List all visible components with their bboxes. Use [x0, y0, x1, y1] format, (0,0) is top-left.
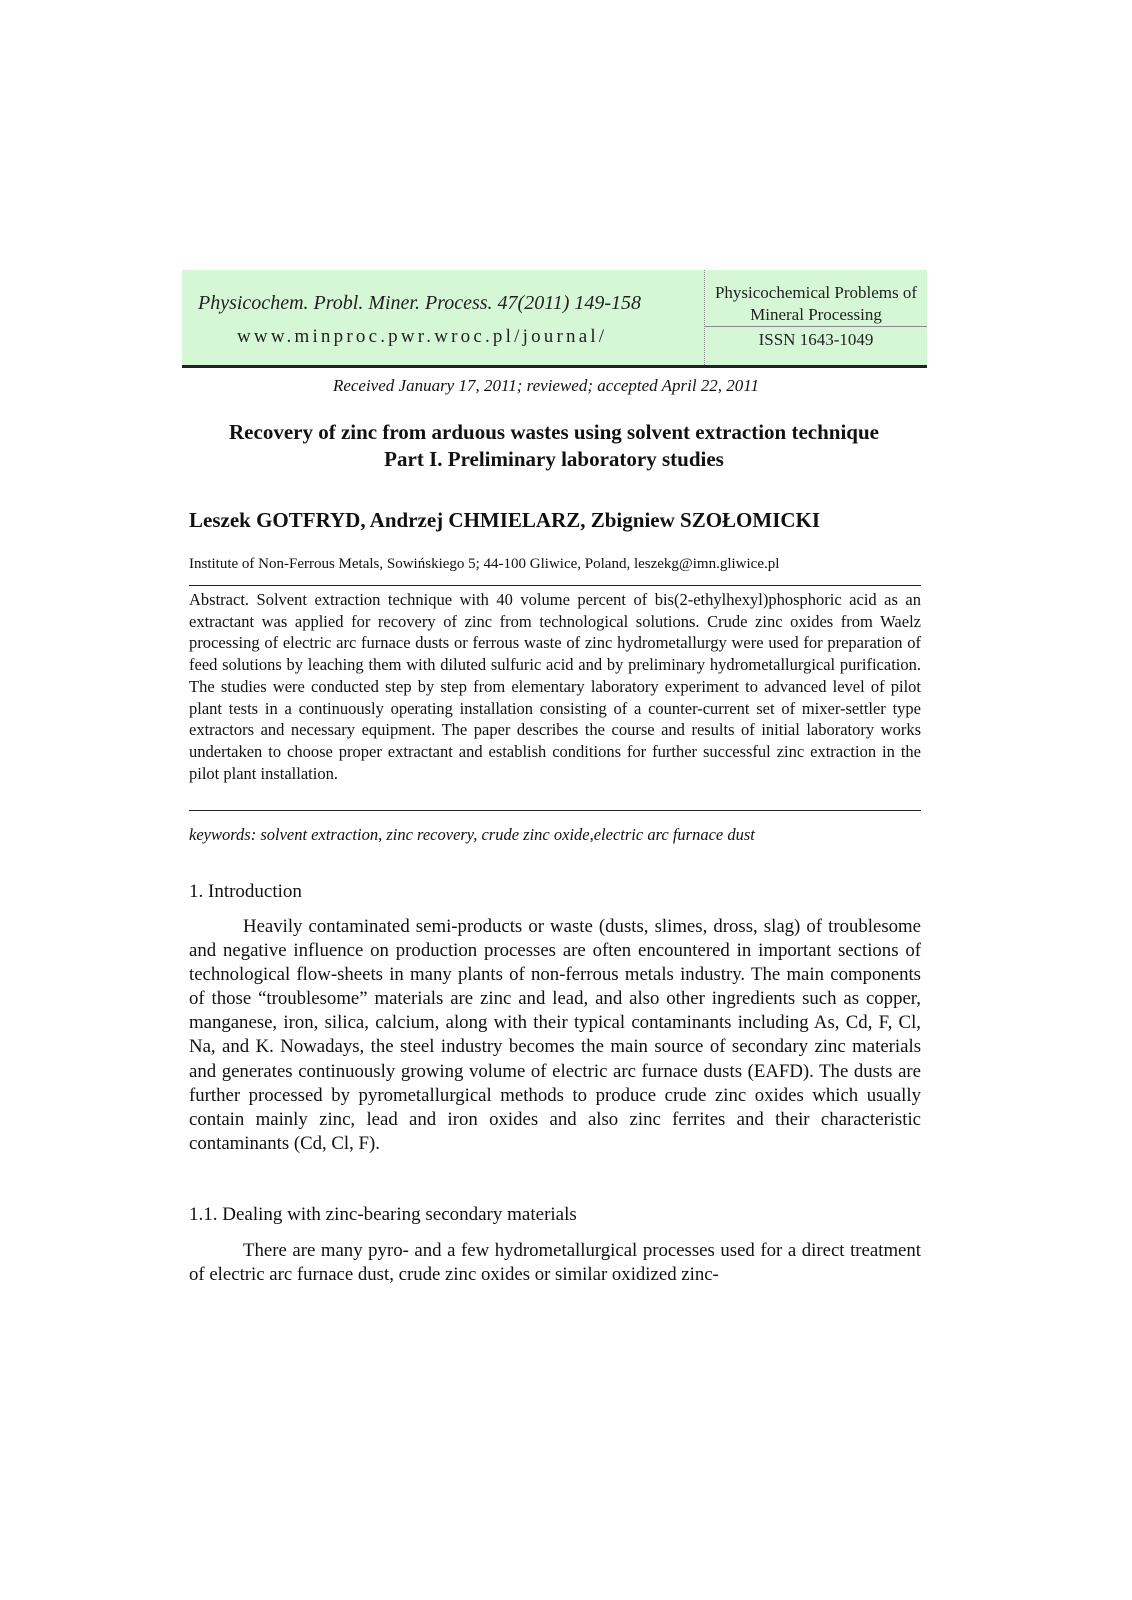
- journal-citation: Physicochem. Probl. Miner. Process. 47(2011) 149-158: [198, 292, 642, 314]
- journal-header: [182, 270, 927, 368]
- journal-issn: ISSN 1643-1049: [758, 330, 874, 349]
- journal-name: Physicochemical Problems of Mineral Processing: [714, 283, 918, 324]
- subsection-paragraph: There are many pyro- and a few hydrometallurgical processes used for a direct treatment of electric arc furnace dust, crude zinc oxides or similar oxidized zinc-: [189, 1240, 921, 1286]
- journal-url[interactable]: www.minproc.pwr.wroc.pl/journal/: [237, 326, 608, 347]
- abstract: Abstract. Solvent extraction technique with 40 volume percent of bis(2-ethylhexyl)phosphoric acid as an extractant was applied for recovery of zinc from technological solutions. Crude zinc oxides from Waelz processing of electric arc furnace dusts or ferrous waste of zinc hydrometallurgy were used for preparation of feed solutions by leaching them with diluted sulfuric acid and by preliminary hydrometallurgical purification. The studies were conducted step by step from elementary laboratory experiment to advanced level of pilot plant tests in a continuously operating installation consisting of a counter-current set of mixer-settler type extractors and necessary equipment. The paper describes the course and results of initial laboratory works undertaken to choose proper extractant and establish conditions for further successful zinc extraction in the pilot plant installation.: [189, 590, 921, 783]
- received-dates: Received January 17, 2011; reviewed; accepted April 22, 2011: [332, 376, 760, 395]
- section-heading-introduction: 1. Introduction: [189, 881, 302, 902]
- author-affiliation: Institute of Non-Ferrous Metals, Sowińskiego 5; 44-100 Gliwice, Poland, leszekg@imn.gliwice.pl: [189, 556, 780, 572]
- paper-title: [150, 419, 958, 473]
- abstract-top-rule: [189, 585, 921, 586]
- introduction-paragraph: Heavily contaminated semi-products or waste (dusts, slimes, dross, slag) of troublesome and negative influence on production processes are often encountered in important sections of technological flow-sheets in many plants of non-ferrous metals industry. The main components of those “troublesome” materials are zinc and lead, and also other ingredients such as copper, manganese, iron, silica, calcium, along with their typical contaminants including As, Cd, F, Cl, Na, and K. Nowadays, the steel industry becomes the main source of secondary zinc materials and generates continuously growing volume of electric arc furnace dusts (EAFD). The dusts are further processed by pyrometallurgical methods to produce crude zinc oxides which usually contain mainly zinc, lead and iron oxides and also zinc ferrites and their characteristic contaminants (Cd, Cl, F).: [189, 916, 921, 1154]
- paper-authors: Leszek GOTFRYD, Andrzej CHMIELARZ, Zbigniew SZOŁOMICKI: [189, 508, 821, 532]
- journal-header-right: [705, 270, 927, 365]
- abstract-bottom-rule: [189, 810, 921, 811]
- paper-title-line-1: Recovery of zinc from arduous wastes using solvent extraction technique: [229, 420, 879, 444]
- keywords: keywords: solvent extraction, zinc recovery, crude zinc oxide,electric arc furnace dust: [189, 825, 755, 844]
- subsection-heading: 1.1. Dealing with zinc-bearing secondary materials: [189, 1204, 577, 1225]
- issn-divider: [705, 326, 927, 327]
- journal-header-left: [182, 270, 704, 365]
- paper-title-line-2: Part I. Preliminary laboratory studies: [384, 447, 724, 471]
